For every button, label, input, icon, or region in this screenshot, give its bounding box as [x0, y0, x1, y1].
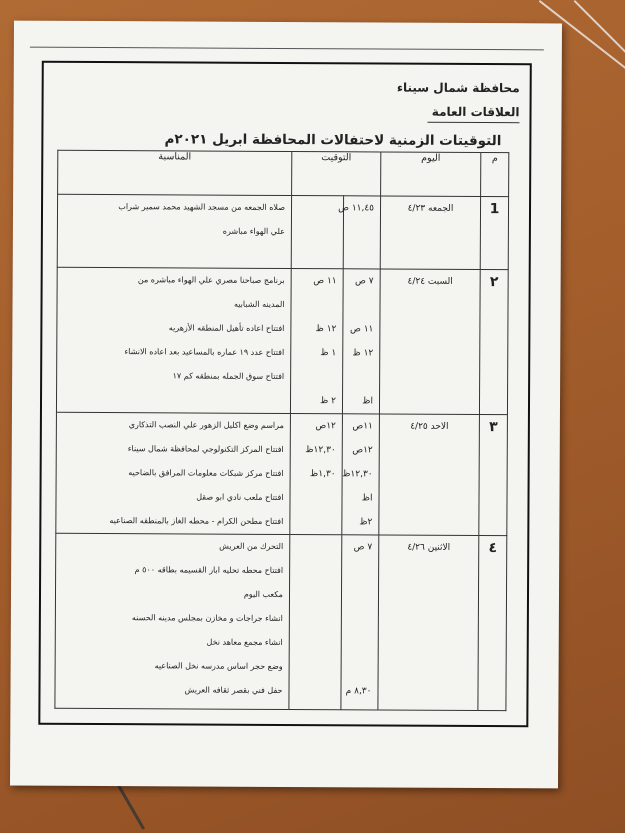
department-name: العلاقات العامة: [431, 104, 520, 120]
occasion-item: انشاء جراجات و مخازن بمجلس مدينه الحسنه: [131, 613, 283, 623]
occasion-cell: [56, 267, 291, 413]
time-value: اظ: [361, 493, 373, 504]
time-value: ٨,٣٠ م: [345, 686, 372, 697]
time-value: [342, 583, 378, 607]
governorate-name: محافظة شمال سيناء: [396, 80, 520, 96]
occasion-item: مكعب اليوم: [243, 589, 284, 599]
occasion-item: افتتاح اعاده تأهيل المنطقه الأزهريه: [168, 323, 285, 333]
time-value: ٧ ص: [353, 542, 373, 553]
time-value: ١٢,٣٠ظ: [342, 469, 373, 480]
col-header-occasion: المناسبة: [58, 150, 292, 195]
time-value: ٢ظ: [359, 517, 373, 528]
time-value: ١١ص: [352, 421, 373, 432]
time-value: [342, 631, 378, 655]
table-row: [56, 267, 508, 414]
col-header-time: التوقيت: [292, 152, 381, 196]
time-cell: [341, 535, 379, 710]
top-rule: [30, 47, 544, 51]
table-row: [56, 412, 508, 535]
occasion-item: صلاه الجمعه من مسجد الشهيد محمد سمير شراب: [118, 202, 286, 212]
time-value: ٢ ظ: [319, 396, 337, 407]
floor-line: [117, 785, 145, 830]
time-value: [291, 293, 342, 317]
row-day: الجمعه ٤/٢٣: [380, 196, 480, 270]
row-number: 1: [480, 197, 508, 270]
occasion-cell: [57, 194, 291, 268]
time-cell: [289, 535, 342, 710]
row-day: الاثنين ٤/٢٦: [378, 535, 479, 711]
time-cell: [290, 269, 343, 414]
occasion-item: التحرك من العريش: [219, 541, 284, 551]
table-row: [57, 194, 508, 269]
occasion-item: انشاء مجمع معاهد نخل: [206, 637, 283, 647]
row-number: ٤: [478, 536, 507, 711]
row-day: السبت ٤/٢٤: [379, 269, 480, 415]
occasion-item: مراسم وضع اكليل الزهور علي النصب التذكاري: [128, 420, 284, 430]
occasion-item: افتتاح محطه تحليه ابار القسيمه بطاقه ٥٠٠ م: [134, 565, 284, 575]
time-value: [291, 365, 342, 389]
row-number: ٢: [479, 270, 508, 415]
table-header-row: [58, 150, 509, 196]
row-day: الاحد ٤/٢٥: [379, 414, 480, 536]
occasion-item: حفل فني بقصر ثقافه العريش: [184, 685, 283, 695]
time-value: [342, 559, 378, 583]
time-cell: [291, 196, 343, 269]
time-value: ١١ ص: [313, 276, 337, 287]
occasion-item: افتتاح مطحن الكرام - محطه الغاز بالمنطقه الصناعيه: [109, 516, 284, 526]
occasion-item: وضع حجر اساس مدرسه نخل الصناعيه: [154, 661, 283, 671]
time-value: ١٢ص: [352, 445, 373, 456]
occasion-item: افتتاح ملعب نادي ابو صقل: [196, 492, 284, 502]
time-value: [342, 607, 378, 631]
occasion-item: افتتاح سوق الجمله بمنطقه كم ١٧: [172, 371, 285, 381]
row-number: ٣: [479, 415, 508, 536]
occasion-item: علي الهواء مباشره: [222, 226, 285, 236]
occasion-item: افتتاح المركز التكنولوجي لمحافظة شمال سيناء: [127, 444, 284, 454]
schedule-table: [54, 150, 509, 711]
document-title: التوقيتات الزمنية لاحتفالات المحافظة ابريل ٢٠٢١م: [164, 131, 502, 150]
occasion-item: برنامج صباحنا مصري علي الهواء مباشره من: [137, 275, 285, 285]
time-value: [343, 365, 379, 389]
time-value: ١,٣٠ظ: [309, 469, 336, 480]
occasion-item: افتتاح مركز شبكات معلومات المرافق بالضاحيه: [128, 468, 284, 478]
time-value: [343, 293, 379, 317]
col-header-day: اليوم: [381, 152, 481, 197]
time-value: ٧ ص: [355, 276, 374, 287]
occasion-cell: [56, 412, 291, 534]
time-value: اظ: [362, 396, 374, 407]
col-header-num: م: [481, 153, 509, 197]
time-cell: [342, 269, 380, 414]
occasion-cell: [55, 533, 290, 709]
time-value: ١٢ ظ: [352, 348, 374, 359]
time-value: ١ ظ: [320, 348, 337, 359]
document-page: [10, 21, 562, 789]
time-cell: [342, 414, 380, 535]
time-value: ١٢ ظ: [315, 324, 337, 335]
time-cell: [290, 414, 343, 535]
time-value: ١١ ص: [349, 324, 374, 335]
time-cell: [338, 196, 380, 269]
table-row: [55, 533, 507, 710]
time-value: ١٢,٣٠ظ: [305, 445, 336, 456]
occasion-item: افتتاح عدد ١٩ عماره بالمساعيد بعد اعاده الانشاء: [124, 347, 285, 357]
time-value: ١٢ص: [315, 421, 336, 432]
time-value: ١١,٤٥ ص: [338, 203, 375, 214]
occasion-item: المدينه الشبابيه: [233, 299, 285, 309]
time-value: [342, 655, 378, 679]
